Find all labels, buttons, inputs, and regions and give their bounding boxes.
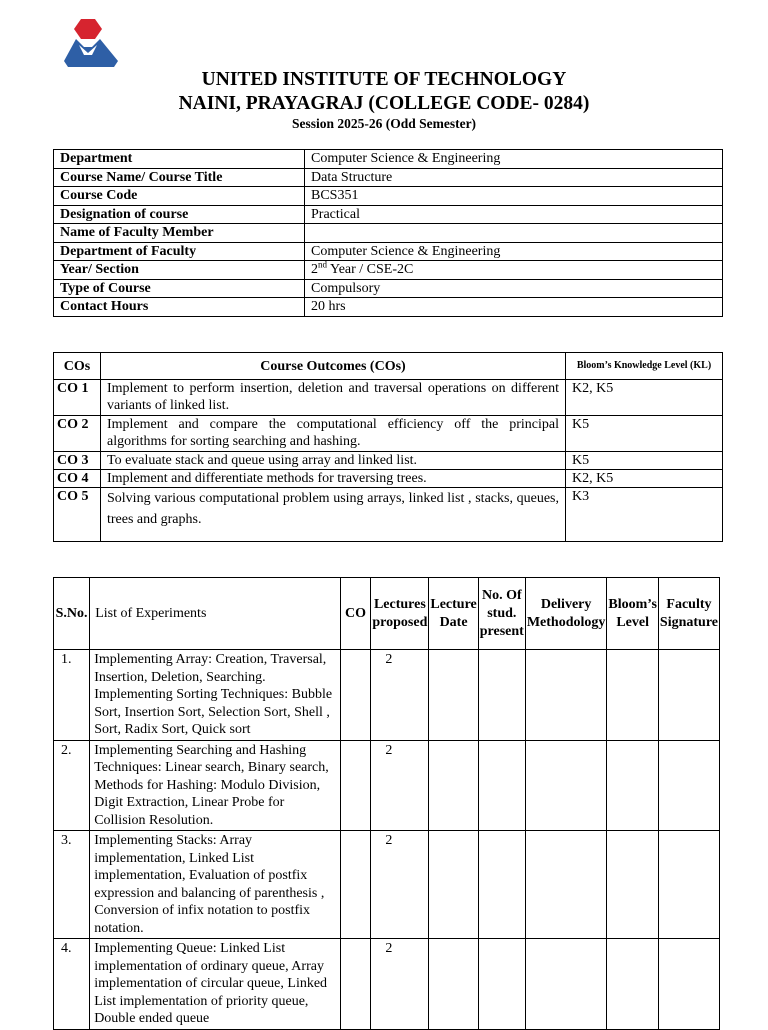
- table-header-row: COs Course Outcomes (COs) Bloom’s Knowledge Level (KL): [54, 353, 723, 380]
- table-row: Department Computer Science & Engineering: [54, 150, 723, 169]
- table-row: CO 4 Implement and differentiate methods for traversing trees. K2, K5: [54, 470, 723, 488]
- institute-location: NAINI, PRAYAGRAJ (COLLEGE CODE- 0284): [178, 93, 590, 114]
- institute-name: UNITED INSTITUTE OF TECHNOLOGY: [201, 69, 567, 90]
- table-row: 1. Implementing Array: Creation, Traversal, Insertion, Deletion, Searching. Implementing Sorting Techniques: Bubble Sort, Insertion Sort, Selection Sort, Shell , Sort, Radix Sort, Quick sort 2: [54, 650, 720, 741]
- table-row: CO 3 To evaluate stack and queue using array and linked list. K5: [54, 452, 723, 470]
- table-row: Department of Faculty Computer Science & Engineering: [54, 242, 723, 261]
- table-row: CO 2 Implement and compare the computational efficiency off the principal algorithms for sorting searching and hashing. K5: [54, 416, 723, 452]
- table-row: 2. Implementing Searching and Hashing Techniques: Linear search, Binary search, Methods for Hashing: Modulo Division, Digit Extraction, Linear Probe for Collision Resolution. 2: [54, 740, 720, 831]
- table-row: Year/ Section 2nd Year / CSE-2C: [54, 261, 723, 280]
- table-row: Course Name/ Course Title Data Structure: [54, 168, 723, 187]
- table-row: CO 1 Implement to perform insertion, deletion and traversal operations on different variants of linked list. K2, K5: [54, 380, 723, 416]
- table-row: Name of Faculty Member: [54, 224, 723, 243]
- table-header-row: S.No. List of Experiments CO Lectures proposed Lecture Date No. Of stud. present Delivery Methodology Bloom’s Level Faculty Signature: [54, 578, 720, 650]
- institute-logo: [62, 17, 122, 69]
- table-row: 4. Implementing Queue: Linked List implementation of ordinary queue, Array implementation of circular queue, Linked List implementation of priority queue, Double ended queue 2: [54, 939, 720, 1030]
- course-info-table: [53, 149, 723, 317]
- table-row: Type of Course Compulsory: [54, 279, 723, 298]
- session-label: Session 2025-26 (Odd Semester): [291, 116, 477, 131]
- table-row: CO 5 Solving various computational problem using arrays, linked list , stacks, queues, trees and graphs. K3: [54, 488, 723, 542]
- table-row: Contact Hours 20 hrs: [54, 298, 723, 317]
- table-row: 3. Implementing Stacks: Array implementation, Linked List implementation, Evaluation of postfix expression and balancing of parenthesis , Conversion of infix notation to postfix notation. 2: [54, 831, 720, 939]
- logo-hexagon-shape: [74, 19, 102, 39]
- experiments-table: [53, 577, 720, 1030]
- course-outcomes-table: [53, 352, 723, 542]
- table-row: Designation of course Practical: [54, 205, 723, 224]
- table-row: Course Code BCS351: [54, 187, 723, 206]
